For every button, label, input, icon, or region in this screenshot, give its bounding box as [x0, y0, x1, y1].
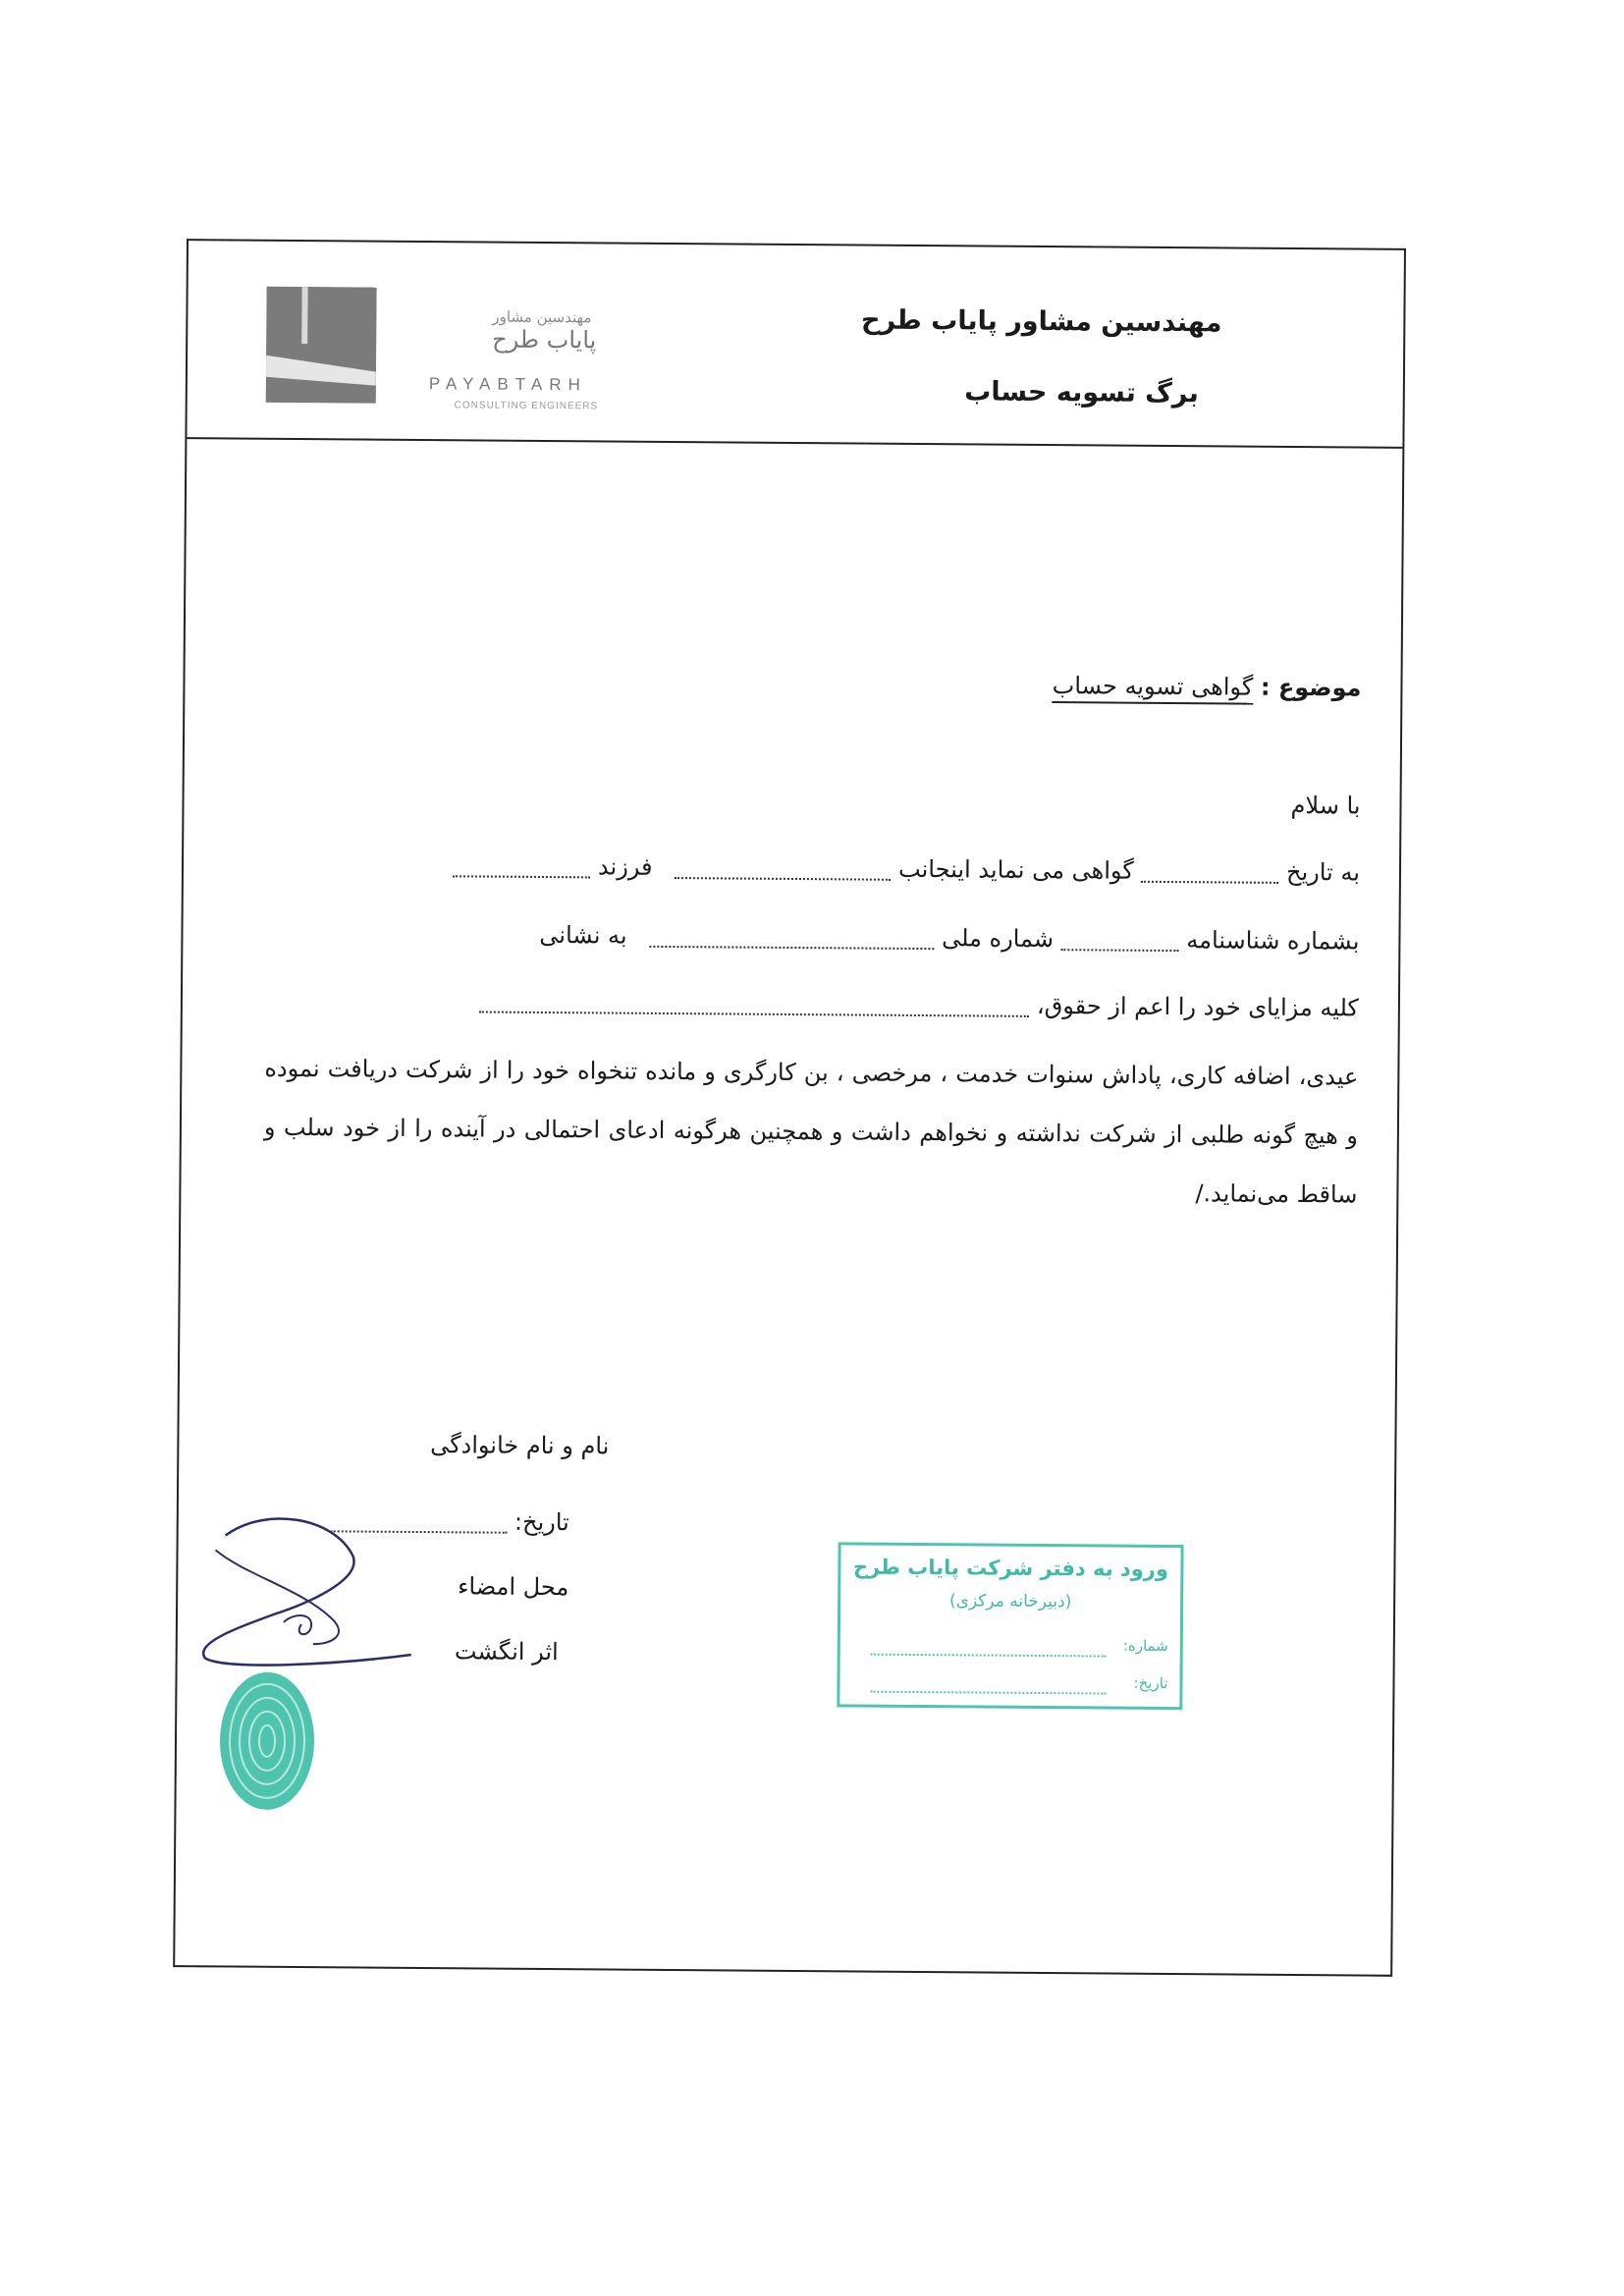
stamp-number-row: [852, 1631, 1168, 1658]
greeting: با سلام: [1290, 791, 1361, 820]
paragraph-line-1: [266, 850, 1360, 887]
child-of-label: فرزند: [597, 852, 653, 881]
received-stamp: [837, 1542, 1183, 1710]
signature-label: محل امضاء: [458, 1572, 569, 1602]
logo-text-persian: پایاب طرح: [492, 325, 597, 355]
national-id-label: شماره ملی: [942, 924, 1055, 954]
stamp-subtitle: (دبیرخانه مرکزی): [948, 1591, 1072, 1613]
stamp-date-row: [851, 1668, 1167, 1695]
subject-value: گواهی تسویه حساب: [1053, 672, 1254, 705]
stamp-number-label: شماره:: [1122, 1636, 1168, 1655]
benefits-text: کلیه مزایای خود را اعم از حقوق،: [1036, 991, 1360, 1022]
paragraph-continuation: عیدی، اضافه کاری، پاداش سنوات خدمت ، مرخصی ، بن کارگری و مانده تنخواه خود را از شرکت دریافت نموده و هیچ گونه طلبی از شرکت نداشته و نخواهم داشت و همچنین هرگونه ادعای احتمالی در آینده را از خود سلب و ساقط می‌نماید./: [263, 1054, 1359, 1209]
footer-date-label: تاریخ:: [514, 1507, 569, 1537]
signature-icon: [186, 1496, 422, 1674]
date-label: به تاریخ: [1285, 857, 1361, 887]
address-label: به نشانی: [539, 920, 627, 950]
letterhead: [187, 241, 1404, 449]
form-title: برگ تسویه حساب: [964, 376, 1199, 410]
subject-line: [1053, 672, 1362, 701]
paragraph-line-2: [265, 919, 1359, 956]
birth-cert-field: [1061, 929, 1179, 952]
logo-graphic-icon: [266, 287, 377, 404]
birth-cert-label: بشماره شناسنامه: [1186, 926, 1360, 956]
certify-text: گواهی می نماید اینجانب: [897, 854, 1134, 885]
full-name-label: نام و نام خانوادگی: [430, 1431, 610, 1460]
stamp-number-field: [871, 1632, 1107, 1658]
paragraph-line-3: [265, 986, 1359, 1022]
national-id-field: [649, 926, 934, 950]
document-frame: [173, 239, 1406, 1977]
father-name-field: [453, 855, 590, 878]
stamp-title: ورود به دفتر شرکت پایاب طرح: [852, 1555, 1169, 1582]
address-field: [479, 991, 1029, 1016]
fingerprint-icon: [215, 1667, 318, 1815]
company-logo-mark: [266, 287, 377, 404]
company-name: مهندسین مشاور پایاب طرح: [861, 304, 1222, 339]
subject-label: موضوع :: [1260, 673, 1362, 702]
logo-text-small: مهندسین مشاور: [492, 307, 592, 327]
date-field: [1141, 861, 1278, 884]
logo-tagline: CONSULTING ENGINEERS: [454, 400, 599, 412]
logo-text-english: PAYABTARH: [428, 374, 587, 395]
stamp-date-label: تاریخ:: [1133, 1673, 1168, 1692]
stamp-date-field: [871, 1669, 1107, 1695]
fingerprint-label: اثر انگشت: [454, 1637, 559, 1667]
employee-name-field: [675, 857, 891, 881]
